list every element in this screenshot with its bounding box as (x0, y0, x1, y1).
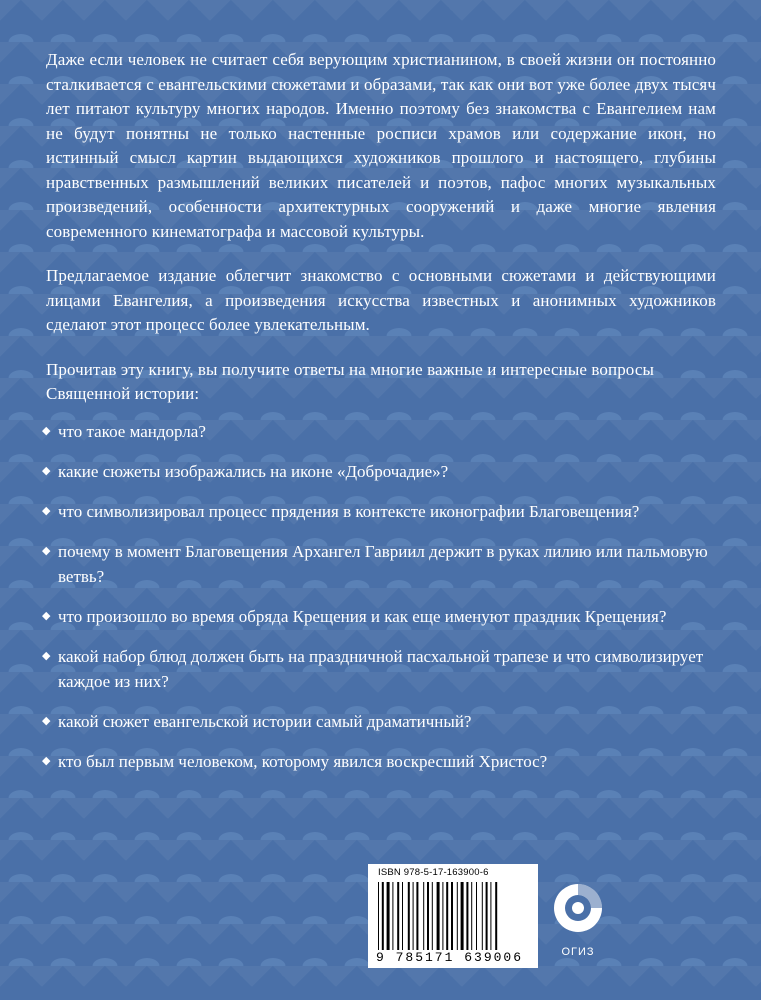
ogiz-logo-icon (549, 876, 607, 942)
list-item: ◆ какой сюжет евангельской истории самый драматичный? (46, 709, 716, 734)
barcode-bar (476, 882, 477, 950)
barcode-bar (392, 882, 393, 950)
diamond-bullet-icon: ◆ (42, 609, 51, 622)
list-item: ◆ кто был первым человеком, которому явился воскресший Христос? (46, 749, 716, 774)
publisher-logo-text: ОГИЗ (561, 946, 595, 958)
barcode-bar (446, 882, 448, 950)
barcode-bar (397, 882, 399, 950)
barcode-bar (466, 882, 468, 950)
barcode-bar (387, 882, 390, 950)
barcode-bar (482, 882, 483, 950)
barcode-bar (486, 882, 488, 950)
edition-paragraph: Предлагаемое издание облегчит знакомство с основными сюжетами и действующими лицами Евангелия, а произведения искусства известных и анонимных художников сделают этот процесс более увлекательным. (46, 266, 716, 334)
barcode-bar (490, 882, 491, 950)
barcode-bar (442, 882, 443, 950)
questions-list (42, 419, 716, 774)
diamond-bullet-icon: ◆ (42, 464, 51, 477)
barcode-bar (461, 882, 464, 950)
list-item: ◆ что такое мандорла? (46, 419, 716, 444)
barcode-bar (437, 882, 440, 950)
list-item: ◆ что произошло во время обряда Крещения и как еще именуют праздник Крещения? (46, 604, 716, 629)
list-item: ◆ какие сюжеты изображались на иконе «Доброчадие»? (46, 459, 716, 484)
barcode-bar (427, 882, 429, 950)
barcode-bar (457, 882, 458, 950)
barcode-digits: 9 785171 639006 (376, 950, 524, 965)
isbn-barcode (368, 864, 538, 968)
list-item: ◆ почему в момент Благовещения Архангел Гавриил держит в руках лилию или пальмовую ветвь? (46, 539, 716, 589)
back-cover-text (42, 48, 716, 789)
diamond-bullet-icon: ◆ (42, 714, 51, 727)
diamond-bullet-icon: ◆ (42, 424, 51, 437)
barcode-bar (413, 882, 414, 950)
barcode-bar (451, 882, 453, 950)
list-item: ◆ что символизировал процесс прядения в контексте иконографии Благовещения? (46, 499, 716, 524)
diamond-bullet-icon: ◆ (42, 504, 51, 517)
barcode-bar (416, 882, 418, 950)
list-item: ◆ какой набор блюд должен быть на праздничной пасхальной трапезе и что символизирует каждое из них? (46, 644, 716, 694)
barcode-bar (423, 882, 424, 950)
publisher-logo (549, 876, 607, 966)
barcode-bar (402, 882, 403, 950)
barcode-bar (495, 882, 497, 950)
barcode-bar (382, 882, 384, 950)
diamond-bullet-icon: ◆ (42, 544, 51, 557)
diamond-bullet-icon: ◆ (42, 754, 51, 767)
intro-paragraph: Даже если человек не считает себя верующим христианином, в своей жизни он постоянно сталкивается с евангельскими сюжетами и образами, так как они вот уже более двух тысяч лет питают культуру многих народов. Именно поэтому без знакомства с Евангелием нам не будут понятны не только настенные росписи храмов или содержание икон, но истинный смысл картин выдающихся художников прошлого и настоящего, глубины нравственных размышлений великих писателей и поэтов, пафос многих музыкальных произведений, особенности архитектурных сооружений и даже многие явления современного кинематографа и массовой культуры. (46, 50, 716, 241)
isbn-label: ISBN 978-5-17-163900-6 (378, 867, 489, 878)
barcode-bars (376, 882, 530, 950)
barcode-bar (432, 882, 433, 950)
barcode-bar (378, 882, 379, 950)
questions-lead-paragraph: Прочитав эту книгу, вы получите ответы на многие важные и интересные вопросы Священной истории: (46, 359, 654, 403)
barcode-bar (408, 882, 410, 950)
diamond-bullet-icon: ◆ (42, 649, 51, 662)
barcode-bar (471, 882, 472, 950)
